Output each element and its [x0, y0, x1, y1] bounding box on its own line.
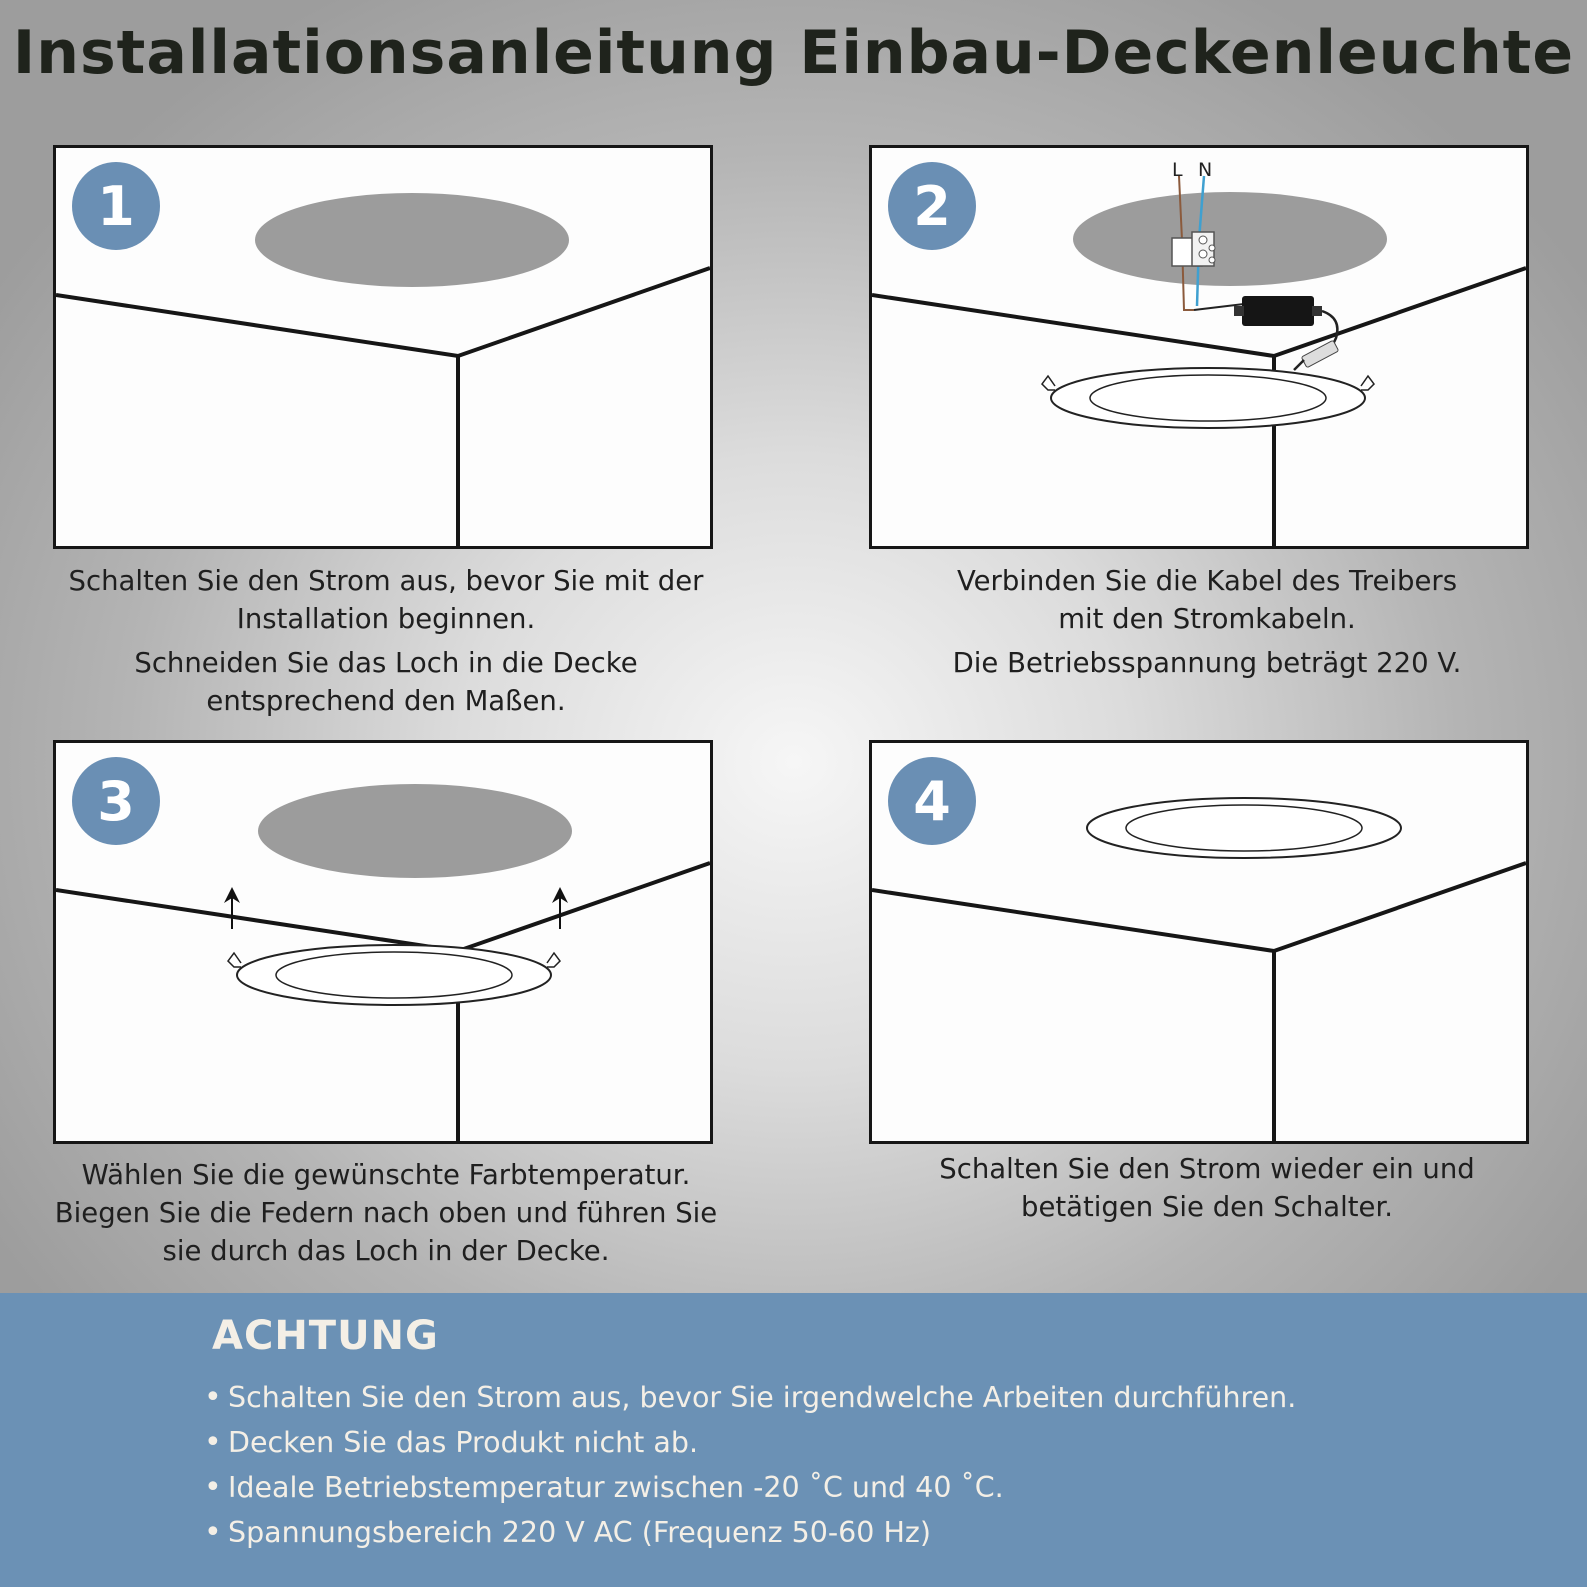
panel-light-icon [228, 945, 560, 1005]
bullet-icon: • [204, 1515, 222, 1550]
step-1-panel [53, 145, 713, 549]
led-driver-icon [1234, 296, 1339, 370]
panel-light-icon [1087, 798, 1401, 858]
warning-item-text: Spannungsbereich 220 V AC (Frequenz 50-60 Hz) [228, 1516, 931, 1549]
wire-label-live: L [1172, 159, 1183, 181]
caption-line: Schneiden Sie das Loch in die Decke [134, 647, 638, 679]
step-1-caption [28, 562, 744, 720]
step-4-caption [852, 1150, 1562, 1226]
panel-light-icon [1042, 368, 1374, 428]
arrow-up-icon [552, 887, 568, 929]
warning-item [204, 1510, 1296, 1555]
warning-item [204, 1465, 1296, 1510]
caption-line: betätigen Sie den Schalter. [1020, 1191, 1393, 1223]
bullet-icon: • [204, 1425, 222, 1460]
arrow-up-icon [224, 887, 240, 929]
caption-line: Installation beginnen. [236, 603, 536, 635]
ceiling-hole [258, 784, 572, 878]
ceiling-hole [255, 193, 569, 287]
bullet-icon: • [204, 1470, 222, 1505]
warning-item-text: Ideale Betriebstemperatur zwischen -20 ˚C und 40 ˚C. [228, 1471, 1004, 1504]
caption-line: Wählen Sie die gewünschte Farbtemperatur. [81, 1159, 691, 1191]
caption-line: Biegen Sie die Federn nach oben und führen Sie [54, 1197, 718, 1229]
step-number-badge: 4 [888, 757, 976, 845]
wire-label-neutral: N [1198, 159, 1213, 181]
warning-box [0, 1293, 1587, 1587]
warning-item [204, 1420, 1296, 1465]
warning-item-text: Schalten Sie den Strom aus, bevor Sie irgendwelche Arbeiten durchführen. [228, 1381, 1297, 1414]
step-3-panel [53, 740, 713, 1144]
step-number-badge: 3 [72, 757, 160, 845]
step-2-caption [852, 562, 1562, 682]
warning-title: ACHTUNG [212, 1313, 439, 1359]
step-3-caption [18, 1156, 754, 1270]
page-title: Installationsanleitung Einbau-Deckenleuchte [12, 18, 1575, 88]
warning-item-text: Decken Sie das Produkt nicht ab. [228, 1426, 699, 1459]
wall-edge [872, 863, 1526, 951]
bullet-icon: • [204, 1380, 222, 1415]
step-2-panel [869, 145, 1529, 549]
step-number-badge: 2 [888, 162, 976, 250]
caption-line: Die Betriebsspannung beträgt 220 V. [952, 647, 1462, 679]
caption-line: Schalten Sie den Strom wieder ein und [939, 1153, 1475, 1185]
caption-line: entsprechend den Maßen. [206, 685, 566, 717]
caption-line: Schalten Sie den Strom aus, bevor Sie mit der [68, 565, 704, 597]
caption-line: mit den Stromkabeln. [1058, 603, 1356, 635]
step-number-badge: 1 [72, 162, 160, 250]
caption-line: sie durch das Loch in der Decke. [162, 1235, 610, 1267]
ceiling-hole [1073, 192, 1387, 286]
warning-item [204, 1375, 1296, 1420]
warning-list [204, 1375, 1296, 1555]
caption-line: Verbinden Sie die Kabel des Treibers [956, 565, 1458, 597]
step-4-panel [869, 740, 1529, 1144]
